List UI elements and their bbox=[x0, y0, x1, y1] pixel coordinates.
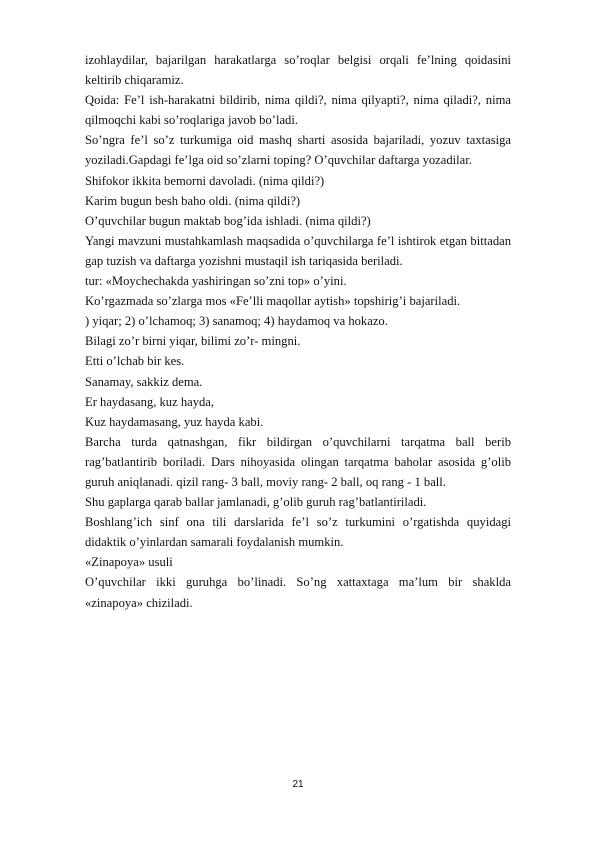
paragraph: O’quvchilar bugun maktab bog’ida ishladi. (nima qildi?) bbox=[85, 213, 371, 228]
paragraph: Barcha turda qatnashgan, fikr bildirgan o’quvchilarni tarqatma ball berib rag’batlantirib boriladi. Dars nihoyasida olingan tarqatma baholar asosida g’olib guruh aniqlanadi. qizil rang- 3 ball, moviy rang- 2 ball, oq rang - 1 ball. bbox=[85, 434, 511, 489]
proverb-line: Bilagi zo’r birni yiqar, bilimi zo’r- mingni. bbox=[85, 334, 301, 349]
proverb-line: Sanamay, sakkiz dema. bbox=[85, 374, 203, 389]
paragraph: Qoida: Fe’l ish-harakatni bildirib, nima qildi?, nima qilyapti?, nima qiladi?, nima qilmoqchi kabi so’roqlariga javob bo’ladi. bbox=[85, 93, 511, 128]
paragraph: izohlaydilar, bajarilgan harakatlarga so’roqlar belgisi orqali fe’lning qoidasini keltirib chiqaramiz. bbox=[85, 53, 511, 88]
paragraph: Shu gaplarga qarab ballar jamlanadi, g’olib guruh rag’batlantiriladi. bbox=[85, 495, 427, 510]
paragraph: Shifokor ikkita bemorni davoladi. (nima qildi?) bbox=[85, 173, 325, 188]
paragraph: ) yiqar; 2) o’lchamoq; 3) sanamoq; 4) haydamoq va hokazo. bbox=[85, 314, 388, 329]
proverb-line: Etti o’lchab bir kes. bbox=[85, 354, 185, 369]
paragraph: So’ngra fe’l so’z turkumiga oid mashq sharti asosida bajariladi, yozuv taxtasiga yoziladi.Gapdagi fe’lga oid so’zlarni toping? O’quvchilar daftarga yozadilar. bbox=[85, 133, 511, 168]
paragraph: Karim bugun besh baho oldi. (nima qildi?) bbox=[85, 193, 301, 208]
proverb-line: Er haydasang, kuz hayda, bbox=[85, 394, 215, 409]
page-number: 21 bbox=[292, 779, 304, 790]
proverb-line: Kuz haydamasang, yuz hayda kabi. bbox=[85, 414, 264, 429]
paragraph: Yangi mavzuni mustahkamlash maqsadida o’quvchilarga fe’l ishtirok etgan bittadan gap tuzish va daftarga yozishni mustaqil ish tariqasida beriladi. bbox=[85, 233, 511, 268]
paragraph: Boshlang’ich sinf ona tili darslarida fe’l so’z turkumini o’rgatishda quyidagi didaktik o’yinlardan samarali foydalanish mumkin. bbox=[85, 515, 511, 550]
paragraph: tur: «Moychechakda yashiringan so’zni top» o’yini. bbox=[85, 274, 347, 289]
paragraph: Ko’rgazmada so’zlarga mos «Fe’lli maqollar aytish» topshirig’i bajariladi. bbox=[85, 294, 461, 309]
section-heading: «Zinapoya» usuli bbox=[85, 555, 173, 570]
page-body bbox=[85, 50, 511, 613]
paragraph: O’quvchilar ikki guruhga bo’linadi. So’ng xattaxtaga ma’lum bir shaklda «zinapoya» chiziladi. bbox=[85, 575, 511, 610]
